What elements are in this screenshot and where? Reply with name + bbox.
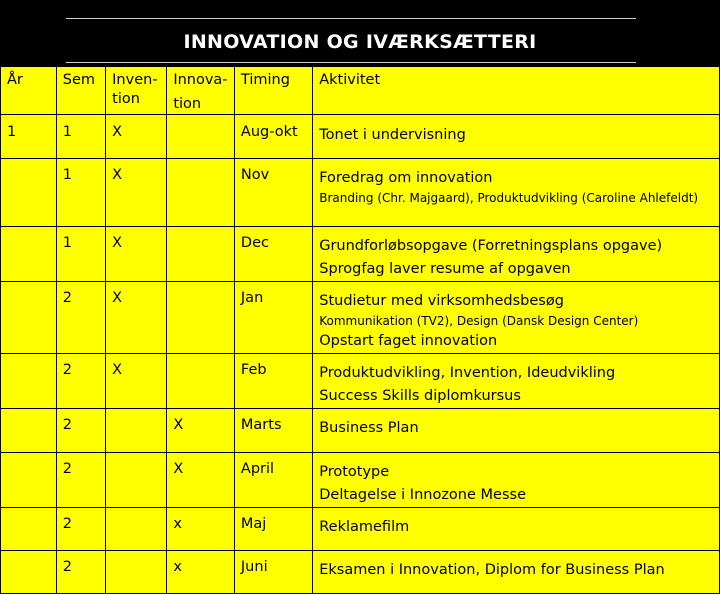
cell-year: 1 bbox=[1, 115, 57, 159]
cell-invention bbox=[106, 508, 167, 551]
activity-sub: Kommunikation (TV2), Design (Dansk Design Center) bbox=[319, 314, 639, 328]
cell-activity bbox=[313, 453, 720, 508]
table-row bbox=[1, 453, 720, 508]
header-row bbox=[1, 67, 720, 115]
cell-year bbox=[1, 508, 57, 551]
cell-invention: X bbox=[106, 115, 167, 159]
cell-timing: Aug-okt bbox=[234, 115, 312, 159]
cell-innovation bbox=[167, 115, 235, 159]
cell-invention bbox=[106, 409, 167, 453]
activity-main: Grundforløbsopgave (Forretningsplans opgave) bbox=[319, 238, 663, 254]
title-top-rule bbox=[66, 18, 636, 19]
activity-main: Produktudvikling, Invention, Ideudvikling bbox=[319, 365, 616, 381]
cell-year bbox=[1, 282, 57, 354]
cell-year bbox=[1, 159, 57, 227]
table-row bbox=[1, 409, 720, 453]
cell-semester: 2 bbox=[56, 453, 105, 508]
header-timing: Timing bbox=[234, 67, 312, 115]
activity-sub: Branding (Chr. Majgaard), Produktudvikling (Caroline Ahlefeldt) bbox=[319, 191, 699, 205]
table-row bbox=[1, 354, 720, 409]
cell-timing: Marts bbox=[234, 409, 312, 453]
cell-semester: 2 bbox=[56, 409, 105, 453]
cell-year bbox=[1, 453, 57, 508]
cell-timing: Dec bbox=[234, 227, 312, 282]
activity-main: Foredrag om innovation bbox=[319, 170, 493, 186]
cell-year bbox=[1, 409, 57, 453]
activity-line-2: Success Skills diplomkursus bbox=[319, 388, 521, 404]
cell-activity bbox=[313, 409, 720, 453]
cell-innovation bbox=[167, 354, 235, 409]
cell-timing: Juni bbox=[234, 551, 312, 594]
table-row bbox=[1, 159, 720, 227]
header-semester: Sem bbox=[56, 67, 105, 115]
cell-invention: X bbox=[106, 282, 167, 354]
cell-semester: 2 bbox=[56, 508, 105, 551]
activity-main: Eksamen i Innovation, Diplom for Business Plan bbox=[319, 562, 665, 578]
table-row bbox=[1, 115, 720, 159]
cell-semester: 2 bbox=[56, 282, 105, 354]
cell-timing: Nov bbox=[234, 159, 312, 227]
cell-invention bbox=[106, 453, 167, 508]
activity-main: Business Plan bbox=[319, 420, 419, 436]
title-bottom-rule bbox=[66, 62, 636, 63]
activity-line-3: Opstart faget innovation bbox=[319, 333, 498, 349]
cell-semester: 1 bbox=[56, 115, 105, 159]
cell-activity bbox=[313, 551, 720, 594]
table-row bbox=[1, 227, 720, 282]
cell-innovation: X bbox=[167, 453, 235, 508]
cell-timing: Jan bbox=[234, 282, 312, 354]
activity-main: Prototype bbox=[319, 464, 390, 480]
activity-line-2: Deltagelse i Innozone Messe bbox=[319, 487, 526, 503]
cell-year bbox=[1, 354, 57, 409]
cell-innovation: X bbox=[167, 409, 235, 453]
cell-semester: 2 bbox=[56, 551, 105, 594]
header-invention: Inven- tion bbox=[106, 67, 167, 115]
cell-activity bbox=[313, 354, 720, 409]
cell-semester: 2 bbox=[56, 354, 105, 409]
activity-line-2: Sprogfag laver resume af opgaven bbox=[319, 261, 571, 277]
cell-innovation bbox=[167, 282, 235, 354]
cell-invention: X bbox=[106, 227, 167, 282]
header-year: År bbox=[1, 67, 57, 115]
cell-innovation: x bbox=[167, 508, 235, 551]
cell-activity bbox=[313, 159, 720, 227]
header-activity: Aktivitet bbox=[313, 67, 720, 115]
cell-semester: 1 bbox=[56, 227, 105, 282]
cell-invention: X bbox=[106, 354, 167, 409]
cell-year bbox=[1, 551, 57, 594]
cell-semester: 1 bbox=[56, 159, 105, 227]
activity-main: Studietur med virksomhedsbesøg bbox=[319, 293, 564, 309]
cell-timing: Feb bbox=[234, 354, 312, 409]
cell-timing: April bbox=[234, 453, 312, 508]
cell-activity bbox=[313, 282, 720, 354]
table-row bbox=[1, 551, 720, 594]
activity-main: Tonet i undervisning bbox=[319, 127, 466, 143]
table-row bbox=[1, 282, 720, 354]
header-innovation: Innova- tion bbox=[167, 67, 235, 115]
cell-activity bbox=[313, 227, 720, 282]
cell-year bbox=[1, 227, 57, 282]
slide-title: INNOVATION OG IVÆRKSÆTTERI bbox=[183, 31, 537, 53]
cell-invention bbox=[106, 551, 167, 594]
cell-innovation bbox=[167, 227, 235, 282]
cell-activity bbox=[313, 115, 720, 159]
cell-innovation bbox=[167, 159, 235, 227]
cell-invention: X bbox=[106, 159, 167, 227]
cell-activity bbox=[313, 508, 720, 551]
activity-main: Reklamefilm bbox=[319, 519, 410, 535]
table-row bbox=[1, 508, 720, 551]
schedule-table bbox=[0, 66, 720, 594]
cell-timing: Maj bbox=[234, 508, 312, 551]
cell-innovation: x bbox=[167, 551, 235, 594]
